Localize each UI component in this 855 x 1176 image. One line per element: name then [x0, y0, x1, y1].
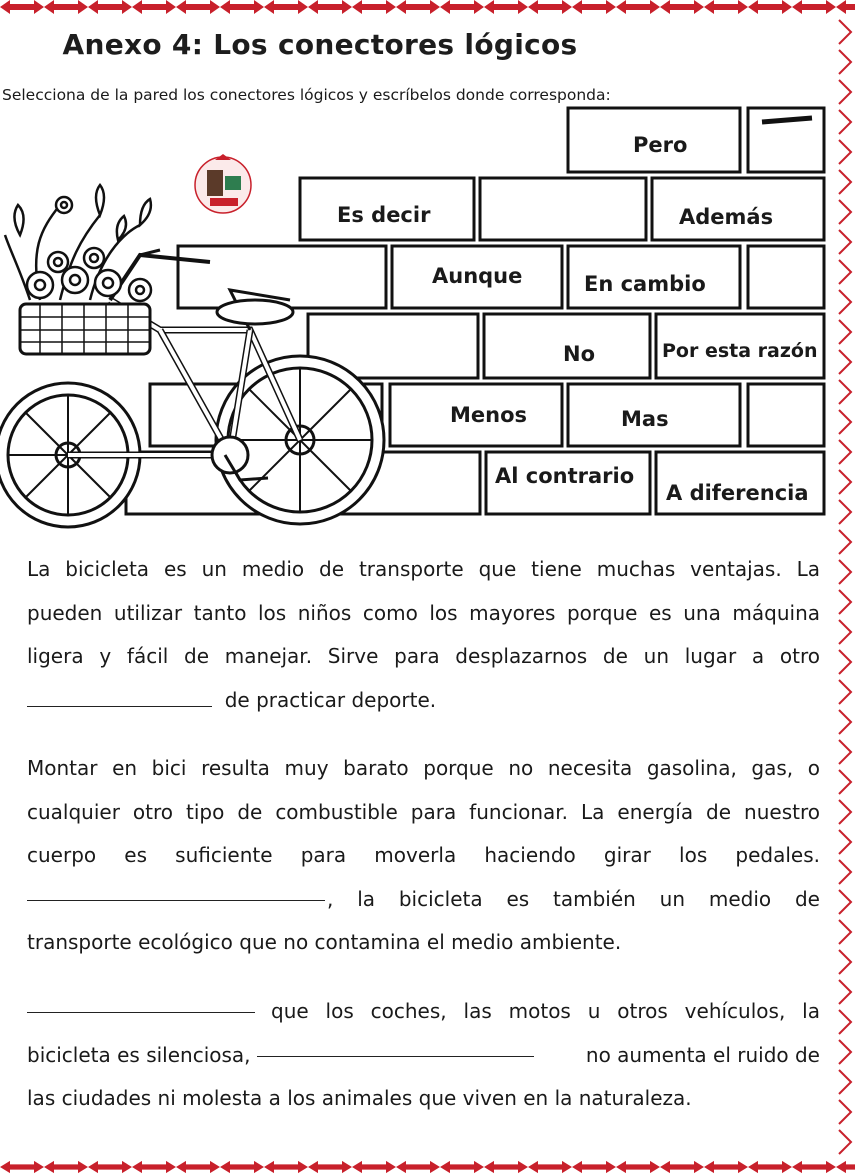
paragraph-line: que los coches, las motos u otros vehículos, la — [271, 999, 820, 1023]
connector-es-decir[interactable]: Es decir — [337, 203, 431, 227]
flowers-illustration — [5, 185, 151, 301]
paragraph-line: La bicicleta es un medio de transporte que tiene muchas ventajas. La — [27, 557, 820, 581]
answer-blank-1[interactable] — [27, 684, 212, 707]
connector-en-cambio[interactable]: En cambio — [584, 272, 706, 296]
paragraph-line: , la bicicleta es también un medio de — [327, 886, 820, 911]
connector-ademas[interactable]: Además — [679, 205, 774, 229]
connector-por-esta-razon[interactable]: Por esta razón — [662, 340, 818, 362]
brick — [748, 384, 824, 446]
brick — [748, 246, 824, 308]
answer-blank-4[interactable] — [257, 1034, 534, 1057]
instruction-text: Selecciona de la pared los conectores lógicos y escríbelos donde corresponda: — [2, 86, 611, 104]
paragraph-3 — [27, 990, 820, 1121]
brick — [480, 178, 646, 240]
connector-no[interactable]: No — [563, 342, 596, 366]
teacher-emblem — [195, 154, 251, 213]
connector-menos[interactable]: Menos — [450, 403, 528, 427]
paragraph-2 — [27, 747, 820, 965]
page-title: Anexo 4: Los conectores lógicos — [62, 28, 578, 61]
paragraph-line: pueden utilizar tanto los niños como los mayores porque es una máquina — [27, 600, 820, 625]
paragraph-line: cuerpo es suficiente para moverla haciendo girar los pedales. — [27, 843, 820, 867]
answer-blank-3[interactable] — [27, 990, 255, 1013]
paragraph-1 — [27, 548, 820, 722]
connector-al-contrario[interactable]: Al contrario — [495, 464, 635, 488]
paragraph-line: no aumenta el ruido de — [585, 1042, 820, 1067]
answer-blank-2[interactable] — [27, 878, 325, 901]
paragraph-line: cualquier otro tipo de combustible para funcionar. La energía de nuestro — [27, 799, 820, 824]
connector-a-diferencia[interactable]: A diferencia — [666, 481, 809, 505]
connector-aunque[interactable]: Aunque — [432, 264, 523, 288]
paragraph-line: las ciudades ni molesta a los animales que viven en la naturaleza. — [27, 1086, 692, 1110]
decorative-border-bottom — [0, 1160, 855, 1174]
connector-pero[interactable]: Pero — [633, 133, 688, 157]
paragraph-line: transporte ecológico que no contamina el medio ambiente. — [27, 930, 622, 954]
paragraph-line: ligera y fácil de manejar. Sirve para desplazarnos de un lugar a otro — [27, 644, 820, 668]
paragraph-line: bicicleta es silenciosa, — [27, 1042, 251, 1067]
paragraph-line: Montar en bici resulta muy barato porque no necesita gasolina, gas, o — [27, 756, 820, 780]
connector-mas[interactable]: Mas — [621, 407, 669, 431]
paragraph-line: de practicar deporte. — [224, 687, 437, 712]
connector-wall — [0, 0, 855, 530]
